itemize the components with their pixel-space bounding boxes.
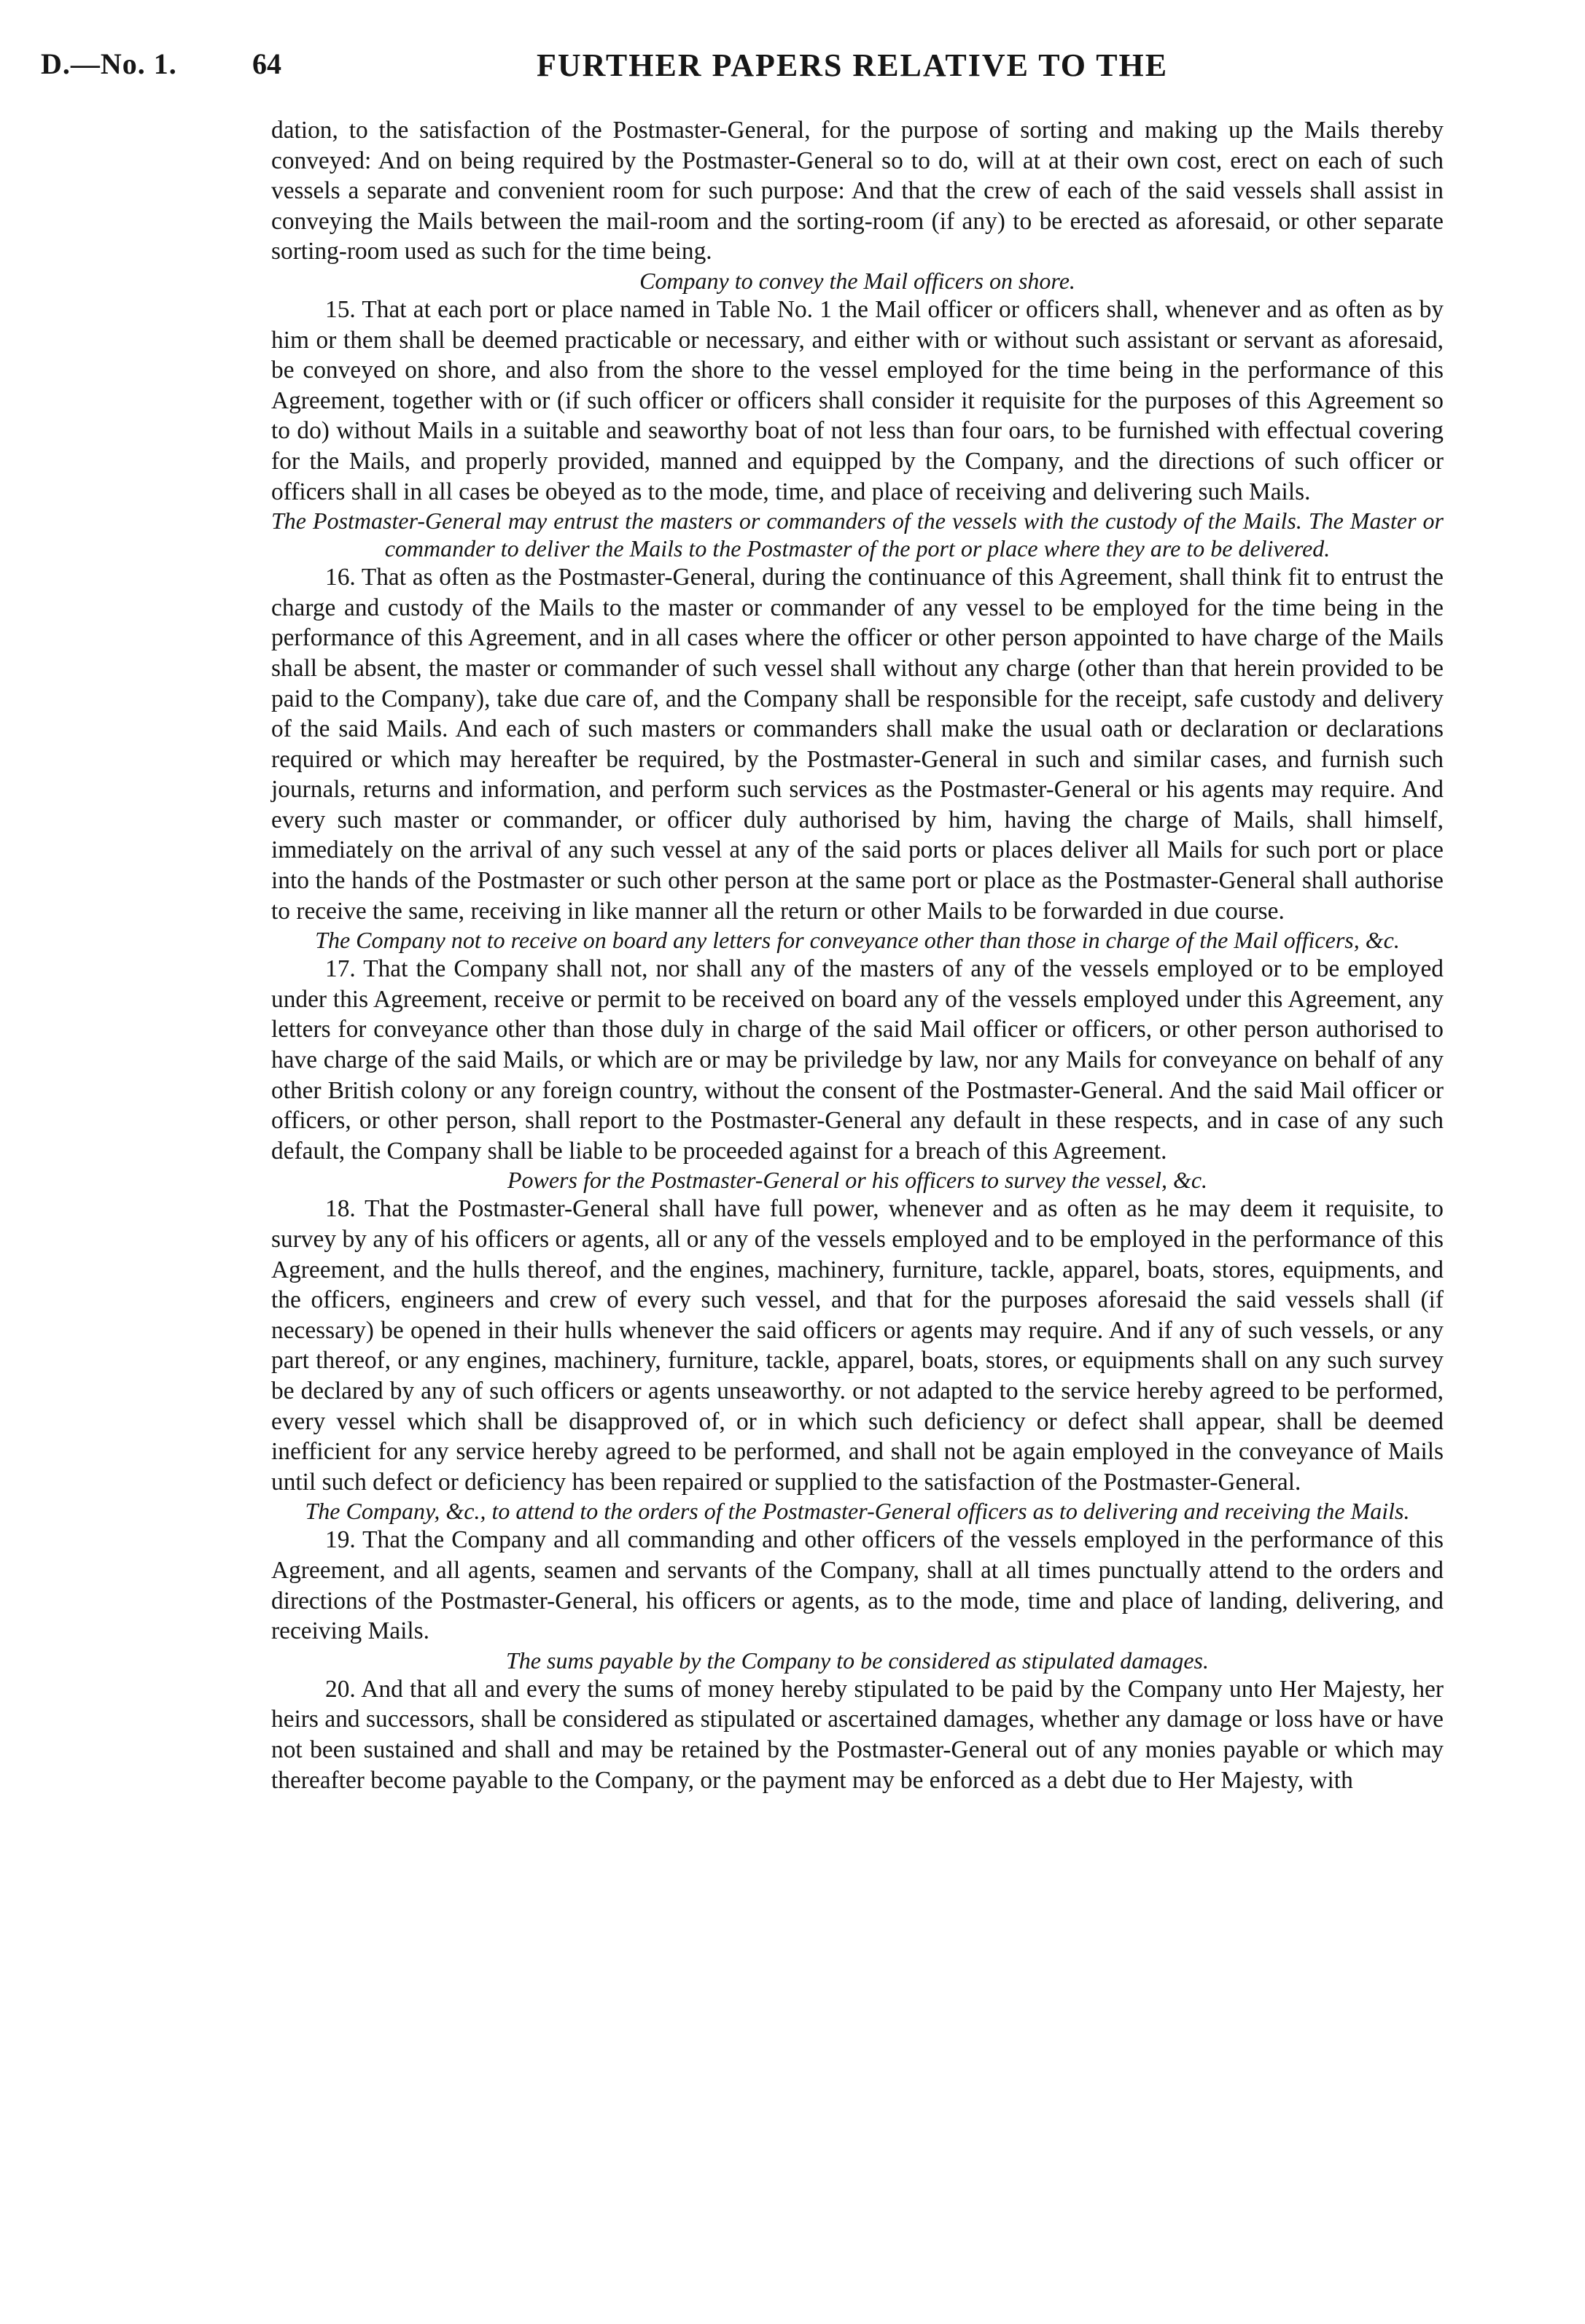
- clause-20: 20. And that all and every the sums of money hereby stipulated to be paid by the Company unto Her Majesty, her heirs and successors, shall be considered as stipulated or ascertained damages, whether any damage or loss have or have not been sustained and shall and may be retained by the Postmaster-General out of any monies payable or which may thereafter become payable to the Company, or the payment may be enforced as a debt due to Her Majesty, with: [271, 1675, 1444, 1794]
- heading-clause-20: The sums payable by the Company to be considered as stipulated damages.: [505, 1647, 1209, 1674]
- heading-clause-16: The Postmaster-General may entrust the masters or commanders of the vessels with the custody of the Mails. The Master or commander to deliver the Mails to the Postmaster of the port or place where they are to be delivered.: [271, 508, 1444, 562]
- clause-18: 18. That the Postmaster-General shall have full power, whenever and as often as he may deem it requisite, to survey by any of his officers or agents, all or any of the vessels employed and to be employed in the performance of this Agreement, and the hulls thereof, and the engines, machinery, furniture, tackle, apparel, boats, stores, equipments, and the officers, engineers and crew of every such vessel, and that for the purposes aforesaid the said vessels shall (if necessary) be opened in their hulls whenever the said officers or agents may require. And if any of such vessels, or any part thereof, or any engines, machinery, furniture, tackle, apparel, boats, stores, or equipments shall on any such survey be declared by any of such officers or agents unseaworthy. or not adapted to the service hereby agreed to be performed, every vessel which shall be disapproved of, or in which such deficiency or defect shall appear, shall be deemed inefficient for any service hereby agreed to be performed, and shall not be again employed in the conveyance of Mails until such defect or deficiency has been repaired or supplied to the satisfaction of the Postmaster-General.: [271, 1195, 1444, 1496]
- heading-clause-17: The Company not to receive on board any letters for conveyance other than those in charge of the Mail officers, &c.: [315, 927, 1400, 954]
- page-header: [41, 47, 1557, 90]
- running-title: FURTHER PAPERS RELATIVE TO THE: [537, 47, 1169, 83]
- clause-15: 15. That at each port or place named in Table No. 1 the Mail officer or officers shall, whenever and as often as by him or them shall be deemed practicable or necessary, and either with or without such assistant or servant as aforesaid, be conveyed on shore, and also from the shore to the vessel employed for the time being in the performance of this Agreement, together with or (if such officer or officers shall consider it requisite for the purposes of this Agreement so to do) without Mails in a suitable and seaworthy boat of not less than four oars, to be furnished with effectual covering for the Mails, and properly provided, manned and equipped by the Company, and the directions of such officer or officers shall in all cases be obeyed as to the mode, time, and place of receiving and delivering such Mails.: [271, 295, 1444, 505]
- document-reference: D.—No. 1.: [41, 47, 177, 80]
- document-body: [271, 115, 1444, 1795]
- clause-19: 19. That the Company and all commanding and other officers of the vessels employed in the performance of this Agreement, and all agents, seamen and servants of the Company, shall at all times punctually attend to the orders and directions of the Postmaster-General, his officers or agents, as to the mode, time and place of landing, delivering, and receiving Mails.: [271, 1526, 1444, 1645]
- clause-17: 17. That the Company shall not, nor shall any of the masters of any of the vessels employed or to be employed under this Agreement, receive or permit to be received on board any of the vessels employed under this Agreement, any letters for conveyance other than those duly in charge of the said Mail officer or officers, or other person authorised to have charge of the said Mails, or which are or may be priviledge by law, nor any Mails for conveyance on behalf of any other British colony or any foreign country, without the consent of the Postmaster-General. And the said Mail officer or officers, or other person, shall report to the Postmaster-General any default in these respects, and in case of any such default, the Company shall be liable to be proceeded against for a breach of this Agreement.: [271, 955, 1444, 1165]
- heading-clause-19: The Company, &c., to attend to the orders of the Postmaster-General officers as to delivering and receiving the Mails.: [305, 1498, 1410, 1525]
- heading-clause-15: Company to convey the Mail officers on shore.: [639, 267, 1075, 294]
- clause-16: 16. That as often as the Postmaster-General, during the continuance of this Agreement, shall think fit to entrust the charge and custody of the Mails to the master or commander of any vessel to be employed for the time being in the performance of this Agreement, and in all cases where the officer or other person appointed to have charge of the Mails shall be absent, the master or commander of such vessel shall without any charge (other than that herein provided to be paid to the Company), take due care of, and the Company shall be responsible for the receipt, safe custody and delivery of the said Mails. And each of such masters or commanders shall make the usual oath or declaration or declarations required or which may hereafter be required, by the Postmaster-General in such and similar cases, and furnish such journals, returns and information, and perform such services as the Postmaster-General or his agents may require. And every such master or commander, or officer duly authorised by him, having the charge of Mails, shall himself, immediately on the arrival of any such vessel at any of the said ports or places deliver all Mails for such port or place into the hands of the Postmaster or such other person at the same port or place as the Postmaster-General shall authorise to receive the same, receiving in like manner all the return or other Mails to be forwarded in due course.: [271, 564, 1444, 925]
- page-number: 64: [252, 47, 281, 80]
- heading-clause-18: Powers for the Postmaster-General or his officers to survey the vessel, &c.: [507, 1167, 1208, 1194]
- continued-paragraph: dation, to the satisfaction of the Postmaster-General, for the purpose of sorting and making up the Mails thereby conveyed: And on being required by the Postmaster-General so to do, will at at their own cost, erect on each of such vessels a separate and convenient room for such purpose: And that the crew of each of the said vessels shall assist in conveying the Mails between the mail-room and the sorting-room (if any) to be erected as aforesaid, or other separate sorting-room used as such for the time being.: [271, 117, 1444, 265]
